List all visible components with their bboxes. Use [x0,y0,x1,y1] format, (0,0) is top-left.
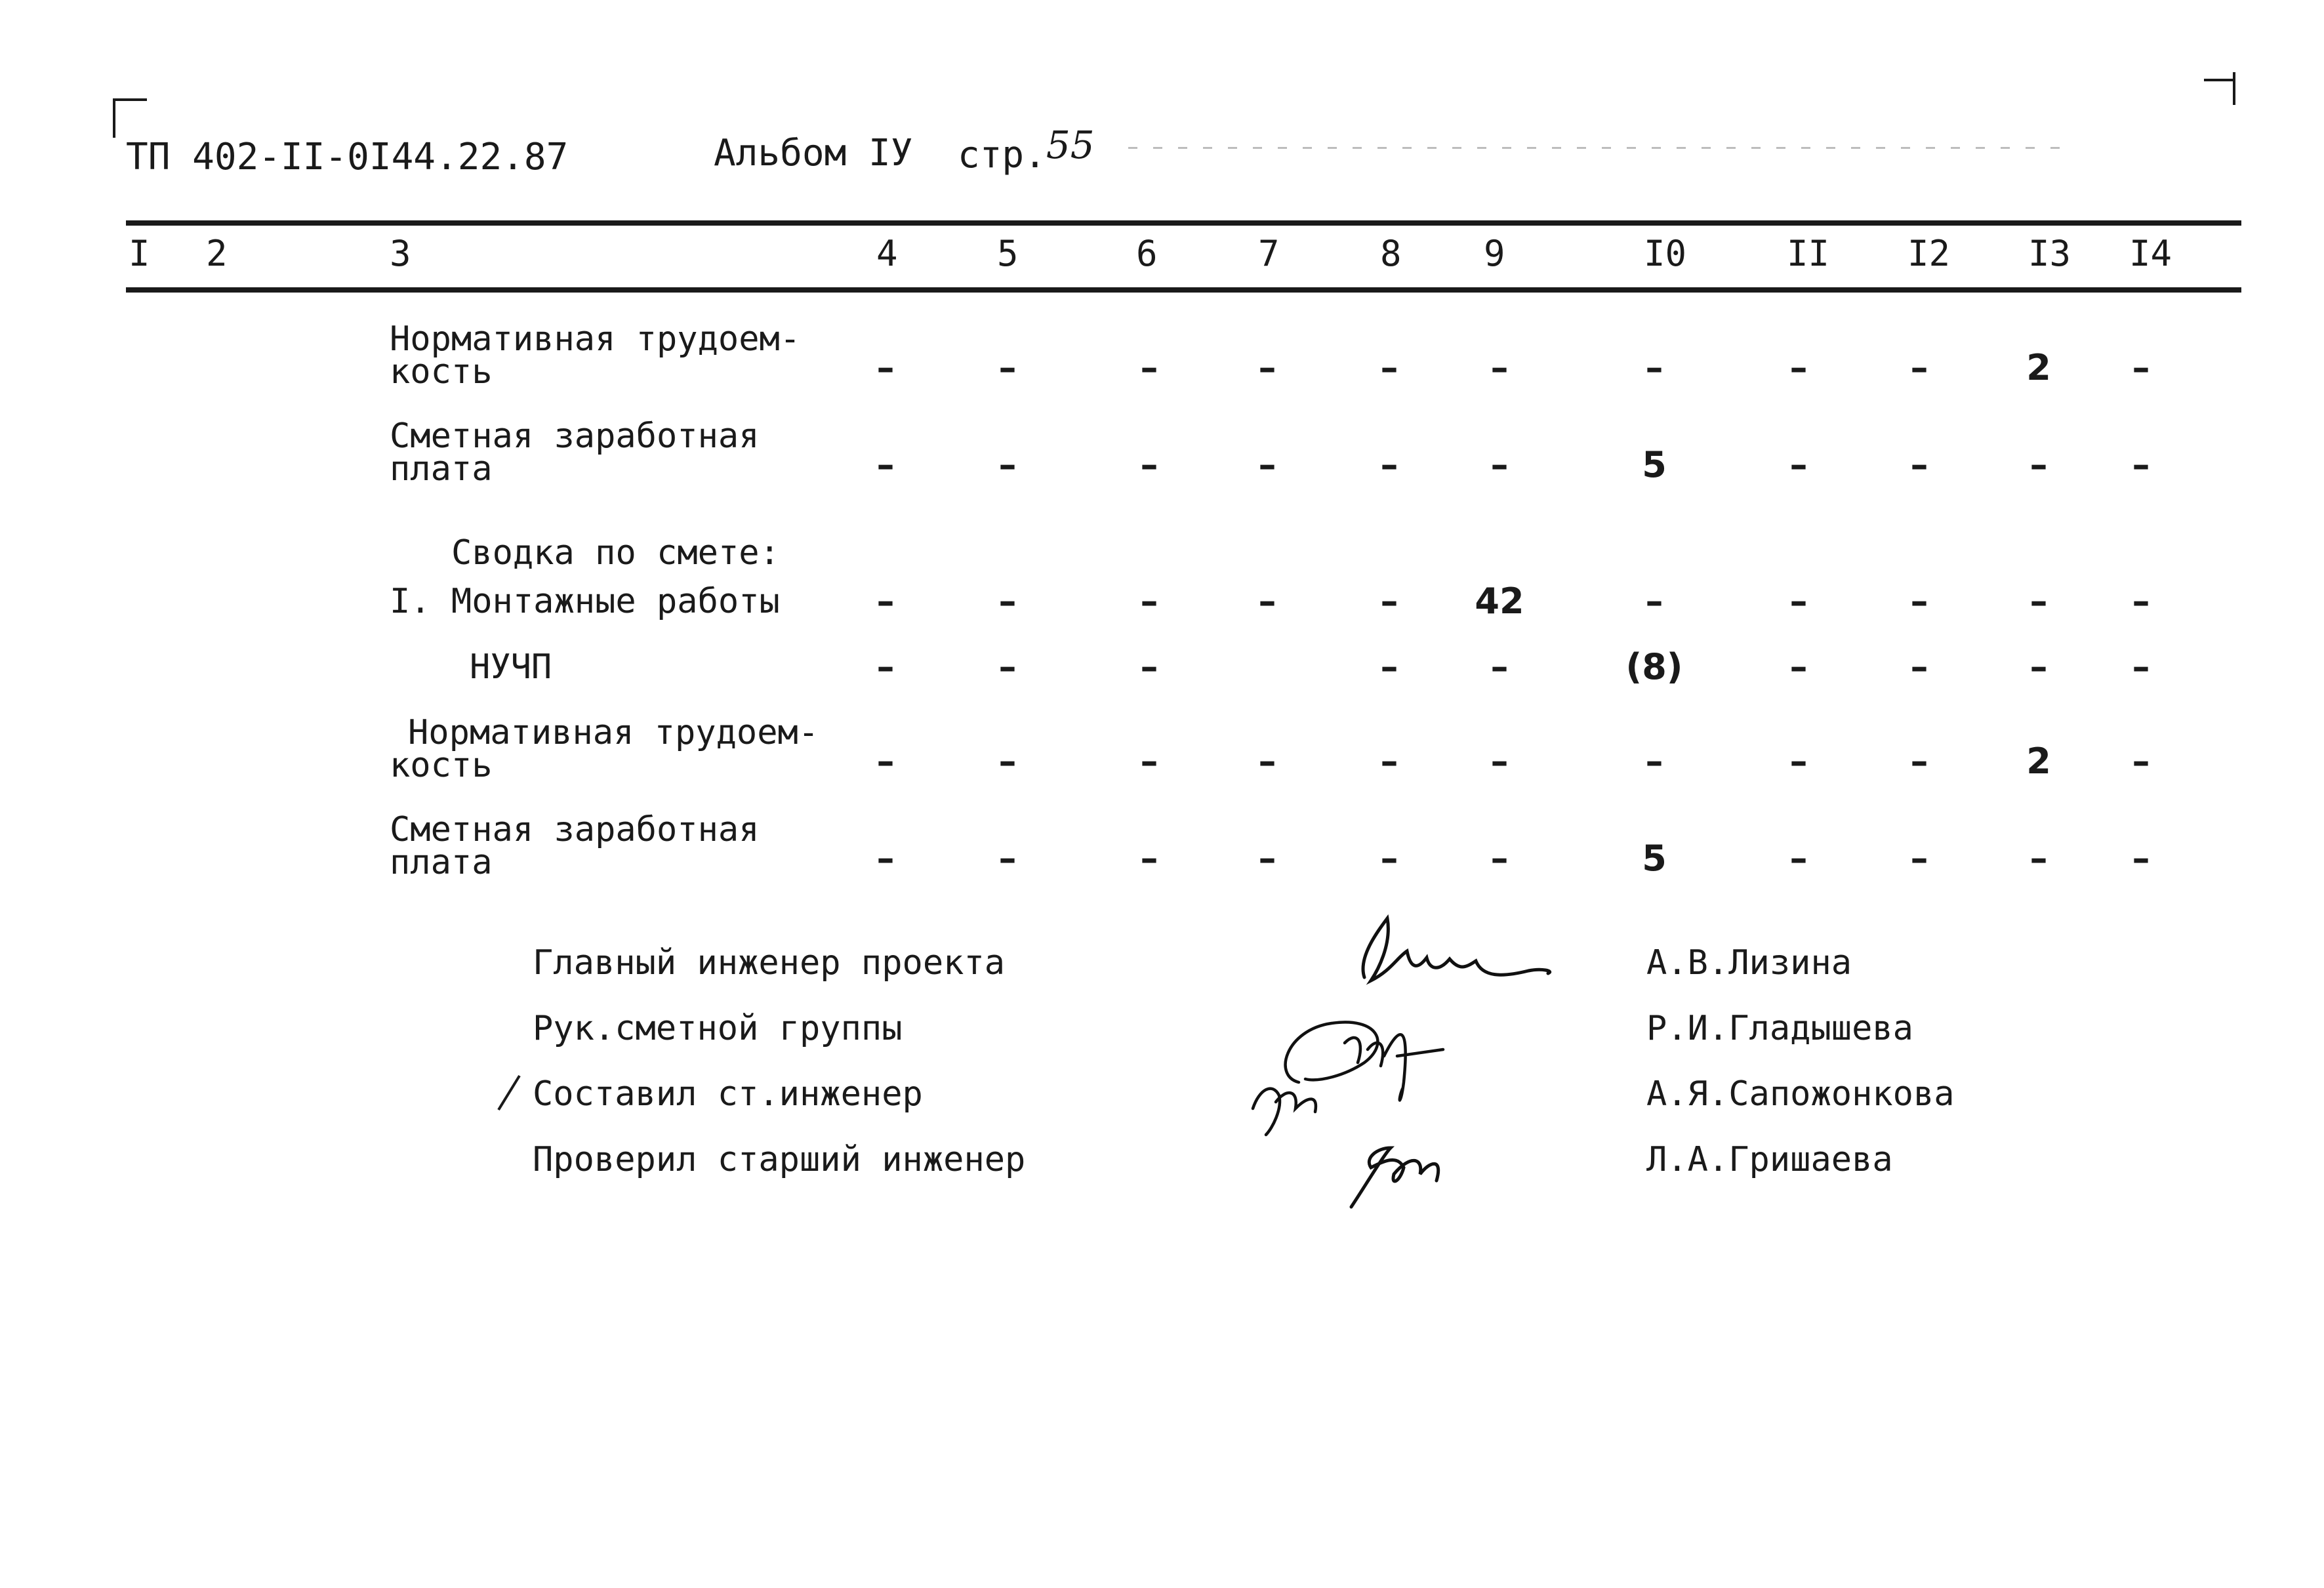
table-cell: – [998,741,1017,782]
table-cell: – [2132,646,2150,687]
row-label-line: плата [390,449,493,489]
table-cell: – [2132,347,2150,388]
table-cell: – [1140,838,1158,879]
check-slash-mark [493,1073,526,1112]
signature-role: Проверил старший инженер [533,1140,1026,1179]
row-label-line: кость [390,746,493,785]
column-number: 6 [1136,233,1158,274]
album-label: Альбом IУ [714,132,913,174]
column-number: 9 [1484,233,1505,274]
handwritten-signature [1351,905,1561,997]
signature-name: Р.И.Гладышева [1646,1009,1913,1048]
table-cell: – [876,741,895,782]
table-cell: – [1380,838,1398,879]
row-label-line: НУЧП [470,647,552,687]
table-cell: – [1645,347,1663,388]
table-cell: – [2029,838,2048,879]
column-number: I4 [2129,233,2172,274]
table-cell: – [998,347,1017,388]
column-number: 3 [390,233,411,274]
signature-name: А.В.Лизина [1646,943,1852,983]
table-cell: – [876,347,895,388]
signature-name: А.Я.Сапожонкова [1646,1074,1955,1114]
table-cell: – [876,580,895,622]
column-number: 8 [1380,233,1402,274]
corner-mark-right-vertical [2233,72,2235,105]
row-label-line: плата [390,843,493,882]
table-cell: – [1258,580,1276,622]
table-cell: – [998,580,1017,622]
table-cell: – [2132,741,2150,782]
table-cell: – [1258,741,1276,782]
table-cell: – [1910,580,1928,622]
page-number: 55 [1046,123,1095,167]
table-cell: – [1910,444,1928,485]
column-number: II [1787,233,1830,274]
table-cell: 2 [2026,741,2051,782]
table-cell: 5 [1642,444,1667,485]
column-number: 4 [876,233,898,274]
table-cell: – [1910,741,1928,782]
table-cell: – [1490,347,1509,388]
table-cell: – [1789,580,1808,622]
table-cell: – [876,838,895,879]
table-cell: – [1140,646,1158,687]
table-cell: – [1380,741,1398,782]
table-cell: – [998,444,1017,485]
table-cell: (8) [1625,646,1683,687]
table-cell: – [2132,580,2150,622]
column-number: 5 [997,233,1019,274]
table-cell: – [1140,741,1158,782]
table-cell: – [998,646,1017,687]
doc-code: ТП 402-II-0I44.22.87 [126,136,569,178]
table-cell: – [998,838,1017,879]
row-label-line: Сметная заработная [390,417,760,456]
table-cell: – [1140,444,1158,485]
column-number: 7 [1258,233,1280,274]
table-cell: – [1789,741,1808,782]
table-cell: 5 [1642,838,1667,879]
table-cell: – [1258,838,1276,879]
table-cell: – [1645,741,1663,782]
table-cell: – [1490,444,1509,485]
table-cell: – [1910,838,1928,879]
row-label-line: Сметная заработная [390,810,760,849]
row-label-line: кость [390,352,493,392]
table-cell: – [1789,838,1808,879]
table-cell: – [1380,646,1398,687]
signature-role: Главный инженер проекта [533,943,1006,983]
handwritten-signature [1338,1128,1469,1213]
table-cell: – [1645,580,1663,622]
table-cell: – [876,646,895,687]
table-top-rule [126,220,2241,226]
column-number: I0 [1644,233,1687,274]
column-number: I2 [1907,233,1951,274]
table-cell: – [2132,838,2150,879]
table-cell: – [2029,646,2048,687]
corner-mark-left-vertical [113,98,115,138]
page-prefix: стр. [958,134,1046,176]
table-cell: – [1380,347,1398,388]
signature-role: Рук.сметной группы [533,1009,903,1048]
table-header-bottom-rule [126,287,2241,293]
table-cell: – [1380,580,1398,622]
table-cell: – [1258,444,1276,485]
column-number: I3 [2028,233,2071,274]
table-cell: – [2029,444,2048,485]
column-number: I [129,233,150,274]
table-cell: – [1910,646,1928,687]
row-label-line: I. Монтажные работы [390,582,780,621]
table-cell: – [1258,347,1276,388]
signature-name: Л.А.Гришаева [1646,1140,1893,1179]
table-cell: – [1140,580,1158,622]
handwritten-signature [1246,1004,1482,1141]
table-cell: – [1490,741,1509,782]
table-cell: – [876,444,895,485]
table-cell: 2 [2026,347,2051,388]
signature-role: Составил ст.инженер [533,1074,923,1114]
column-number: 2 [206,233,228,274]
table-cell: – [1910,347,1928,388]
row-label-line: Сводка по смете: [451,533,780,573]
corner-mark-left-horizontal [113,98,147,101]
table-cell: – [1789,347,1808,388]
row-label-line: Нормативная трудоем- [408,713,819,752]
table-cell: – [1140,347,1158,388]
table-cell: 42 [1475,580,1524,622]
row-label-line: Нормативная трудоем- [390,319,801,359]
table-cell: – [1380,444,1398,485]
corner-mark-right-horizontal [2204,79,2235,81]
page-label [958,123,1095,176]
table-cell: – [1490,838,1509,879]
table-cell: – [1490,646,1509,687]
table-cell: – [1789,444,1808,485]
table-cell: – [2132,444,2150,485]
table-cell: – [1789,646,1808,687]
header-faint-line [1128,147,2066,149]
table-cell: – [2029,580,2048,622]
